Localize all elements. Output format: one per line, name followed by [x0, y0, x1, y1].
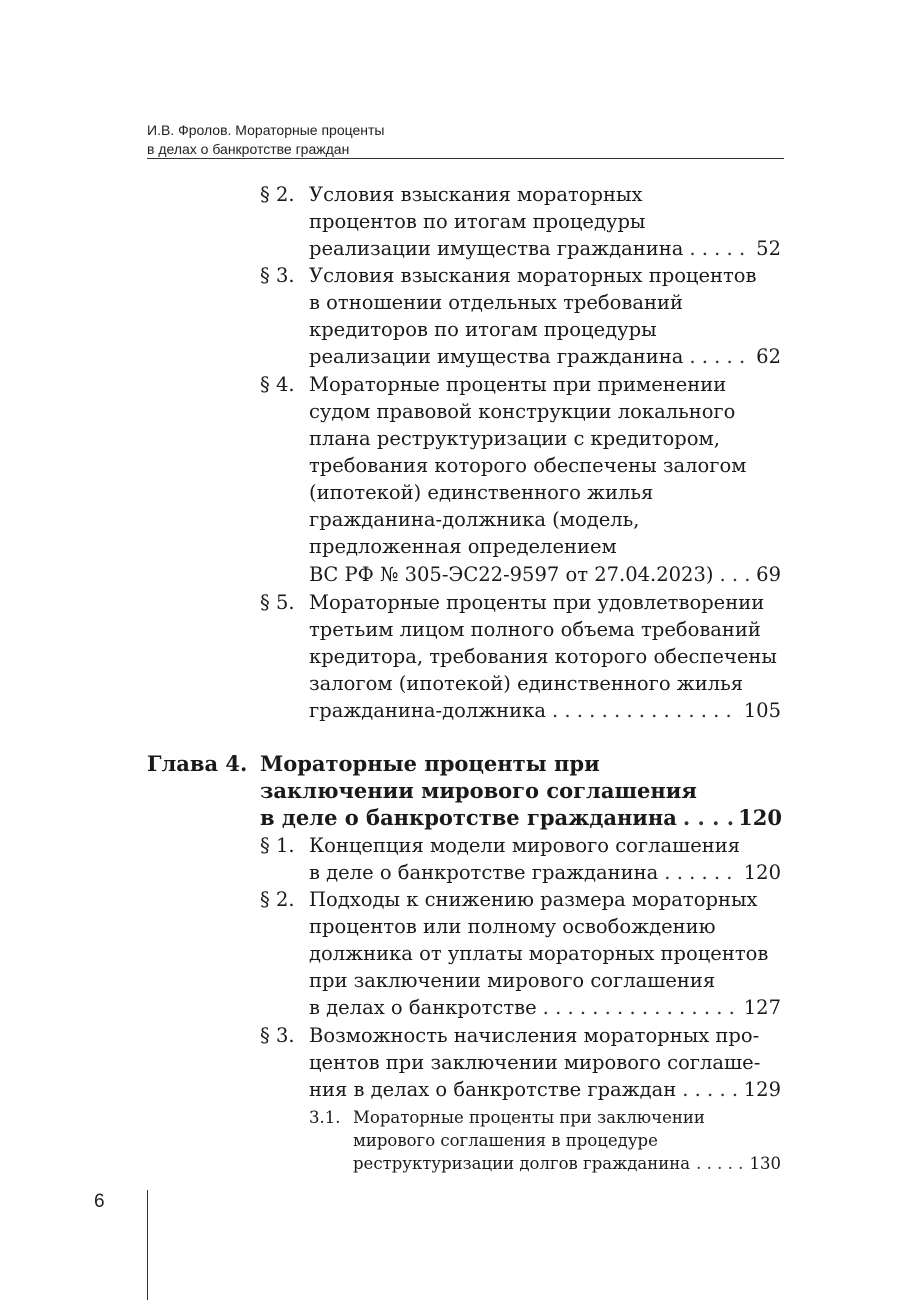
toc-entry-text: процентов или полному освобождению [309, 915, 716, 938]
toc-entry-text: реализации имущества гражданина [309, 345, 684, 368]
toc-entry-text: плана реструктуризации с кредитором, [309, 427, 720, 450]
toc-entry-text: процентов по итогам процедуры [309, 210, 646, 233]
toc-chapter-title: в деле о банкротстве гражданина [260, 805, 677, 830]
toc-entry-page: 120 [743, 861, 781, 884]
toc-entry-text: (ипотекой) единственного жилья [309, 481, 654, 504]
toc-entry-text: Мораторные проценты при заключении [353, 1108, 705, 1127]
toc-entry-text: залогом (ипотекой) единственного жилья [309, 672, 744, 695]
toc-entry-text: ВС РФ № 305-ЭС22-9597 от 27.04.2023) [309, 563, 714, 586]
toc-entry-text: Условия взыскания мораторных [309, 183, 643, 206]
toc-entry-text: Условия взыскания мораторных процентов [309, 264, 757, 287]
toc-entry-text: третьим лицом полного объема требований [309, 618, 761, 641]
toc-entry-number: § 5. [260, 591, 295, 614]
toc-entry-text: судом правовой конструкции локального [309, 400, 736, 423]
dot-leader [664, 859, 739, 887]
dot-leader [543, 994, 740, 1022]
toc-entry-text: Мораторные проценты при удовлетворении [309, 591, 765, 614]
dot-leader [696, 1152, 745, 1176]
toc-entry-number: § 4. [260, 373, 295, 396]
toc-entry-page: 129 [743, 1078, 781, 1101]
toc-entry-text: ния в делах о банкротстве граждан [309, 1078, 677, 1101]
toc-entry-page: 105 [743, 699, 781, 722]
toc-entry-text: при заключении мирового соглашения [309, 969, 716, 992]
toc-entry-number: § 2. [260, 183, 295, 206]
toc-entry-page: 69 [756, 563, 781, 586]
running-header-author-title: И.В. Фролов. Мораторные проценты [147, 122, 385, 138]
toc-entry-page: 127 [743, 996, 781, 1019]
toc-chapter-page: 120 [738, 805, 782, 830]
toc-entry-text: кредитора, требования которого обеспечены [309, 645, 777, 668]
dot-leader [689, 343, 752, 371]
footer-rule [147, 1190, 148, 1300]
toc-entry-number: § 3. [260, 1024, 295, 1047]
toc-entry-text: мирового соглашения в процедуре [353, 1131, 658, 1150]
toc-entry-page: 62 [756, 345, 781, 368]
toc-entry-text: в деле о банкротстве гражданина [309, 861, 659, 884]
toc-entry-text: реструктуризации долгов гражданина [353, 1154, 691, 1173]
toc-entry-text: в отношении отдельных требований [309, 291, 683, 314]
toc-entry-text: должника от уплаты мораторных процентов [309, 942, 769, 965]
toc-entry-page: 130 [749, 1154, 781, 1173]
toc-entry-number: § 1. [260, 834, 295, 857]
toc-entry-text: Мораторные проценты при применении [309, 373, 727, 396]
page-number: 6 [94, 1191, 105, 1212]
toc-entry-text: центов при заключении мирового соглаше- [309, 1051, 761, 1074]
dot-leader [683, 804, 734, 832]
toc-entry-text: Подходы к снижению размера мораторных [309, 888, 758, 911]
toc-entry-text: гражданина-должника (модель, [309, 508, 640, 531]
toc-entry-text: требования которого обеспечены залогом [309, 454, 747, 477]
running-header-subtitle: в делах о банкротстве граждан [147, 141, 350, 157]
running-header [147, 121, 784, 159]
dot-leader [719, 561, 752, 589]
toc-entry-text: Возможность начисления мораторных про- [309, 1024, 760, 1047]
toc-entry-text: предложенная определением [309, 535, 617, 558]
toc-entry-number: § 2. [260, 888, 295, 911]
toc-entry-number: 3.1. [309, 1108, 341, 1127]
toc-entry-text: кредиторов по итогам процедуры [309, 318, 657, 341]
toc-entry-text: в делах о банкротстве [309, 996, 537, 1019]
dot-leader [682, 1076, 740, 1104]
toc-entry-number: § 3. [260, 264, 295, 287]
toc-entry-text: гражданина-должника [309, 699, 546, 722]
toc-entry-text: Концепция модели мирового соглашения [309, 834, 741, 857]
toc-chapter-number: Глава 4. [147, 751, 248, 776]
dot-leader [552, 697, 740, 725]
toc-chapter-title: заключении мирового соглашения [260, 778, 697, 803]
toc-entry-page: 52 [756, 237, 781, 260]
dot-leader [689, 235, 752, 263]
toc-chapter-title: Мораторные проценты при [260, 751, 600, 776]
toc-entry-text: реализации имущества гражданина [309, 237, 684, 260]
header-rule [147, 158, 784, 159]
